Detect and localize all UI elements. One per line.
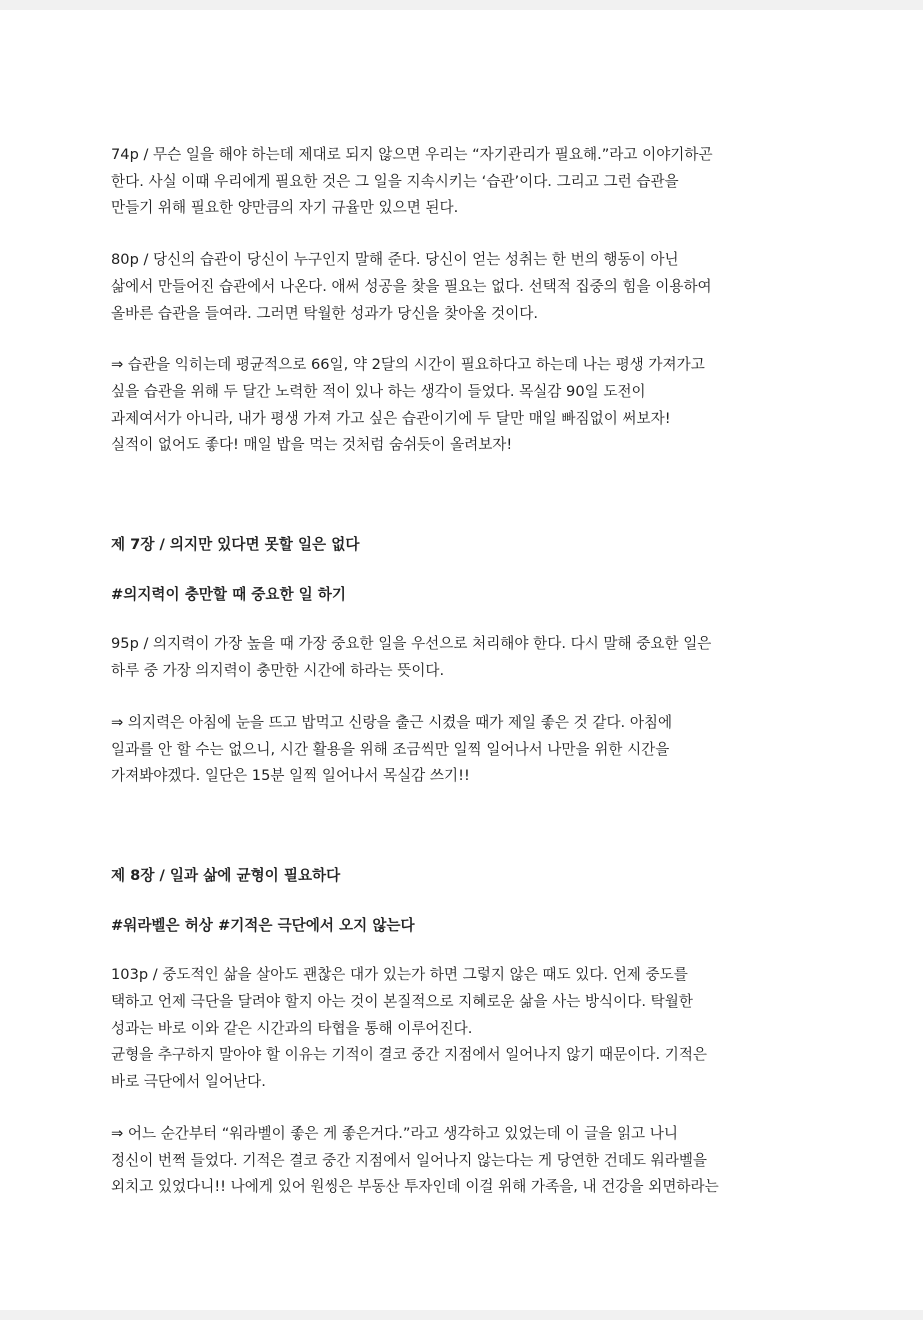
viewer-bottom-bar (0, 1310, 923, 1320)
text-line: 싶을 습관을 위해 두 달간 노력한 적이 있나 하는 생각이 들었다. 목실감 90일 도전이 (111, 382, 646, 400)
paragraph-95p (111, 631, 811, 684)
text-line: 만들기 위해 필요한 양만큼의 자기 규율만 있으면 된다. (111, 199, 459, 217)
text-line: 삶에서 만들어진 습관에서 나온다. 애써 성공을 찾을 필요는 없다. 선택적 집중의 힘을 이용하여 (111, 277, 712, 295)
chapter-7-subtitle: #의지력이 충만할 때 중요한 일 하기 (111, 585, 346, 603)
chapter-8-subtitle: #워라벨은 허상 #기적은 극단에서 오지 않는다 (111, 916, 415, 934)
section-spacer (111, 815, 811, 863)
text-line: 올바른 습관을 들여라. 그러면 탁월한 성과가 당신을 찾아올 것이다. (111, 304, 539, 322)
page-content (111, 142, 811, 1226)
text-line: 103p / 중도적인 삶을 살아도 괜찮은 대가 있는가 하면 그렇지 않은 때도 있다. 언제 중도를 (111, 966, 688, 984)
chapter-7-title: 제 7장 / 의지만 있다면 못할 일은 없다 (111, 536, 360, 554)
paragraph-reflection-habit (111, 352, 811, 459)
text-line: 성과는 바로 이와 같은 시간과의 타협을 통해 이루어진다. (111, 1019, 473, 1037)
text-line: ⇒ 습관을 익히는데 평균적으로 66일, 약 2달의 시간이 필요하다고 하는데 나는 평생 가져가고 (111, 356, 705, 374)
paragraph-reflection-balance (111, 1121, 811, 1201)
section-spacer (111, 484, 811, 532)
text-line: 택하고 언제 극단을 달려야 할지 아는 것이 본질적으로 지혜로운 삶을 사는 방식이다. 탁월한 (111, 993, 693, 1011)
text-line: 한다. 사실 이때 우리에게 필요한 것은 그 일을 지속시키는 ‘습관’이다. 그리고 그런 습관을 (111, 172, 679, 190)
text-line: ⇒ 의지력은 아침에 눈을 뜨고 밥먹고 신랑을 출근 시켰을 때가 제일 좋은 것 같다. 아침에 (111, 713, 673, 731)
text-line: 하루 중 가장 의지력이 충만한 시간에 하라는 뜻이다. (111, 662, 445, 680)
text-line: 가져봐야겠다. 일단은 15분 일찍 일어나서 목실감 쓰기!! (111, 767, 470, 785)
text-line: 실적이 없어도 좋다! 매일 밥을 먹는 것처럼 숨쉬듯이 올려보자! (111, 436, 513, 454)
text-line: 정신이 번쩍 들었다. 기적은 결코 중간 지점에서 일어나지 않는다는 게 당연한 건데도 워라벨을 (111, 1151, 708, 1169)
paragraph-74p (111, 142, 811, 222)
text-line: ⇒ 어느 순간부터 “워라벨이 좋은 게 좋은거다.”라고 생각하고 있었는데 이 글을 읽고 나니 (111, 1124, 678, 1142)
viewer-top-bar (0, 0, 923, 10)
text-line: 80p / 당신의 습관이 당신이 누구인지 말해 준다. 당신이 얻는 성취는 한 번의 행동이 아닌 (111, 251, 679, 269)
text-line: 과제여서가 아니라, 내가 평생 가져 가고 싶은 습관이기에 두 달만 매일 빠짐없이 써보자! (111, 409, 671, 427)
text-line: 균형을 추구하지 말아야 할 이유는 기적이 결코 중간 지점에서 일어나지 않기 때문이다. 기적은 (111, 1046, 708, 1064)
chapter-8-title: 제 8장 / 일과 삶에 균형이 필요하다 (111, 866, 341, 884)
text-line: 일과를 안 할 수는 없으니, 시간 활용을 위해 조금씩만 일찍 일어나서 나만을 위한 시간을 (111, 740, 670, 758)
paragraph-103p (111, 962, 811, 1096)
text-line: 95p / 의지력이 가장 높을 때 가장 중요한 일을 우선으로 처리해야 한다. 다시 말해 중요한 일은 (111, 635, 712, 653)
text-line: 74p / 무슨 일을 해야 하는데 제대로 되지 않으면 우리는 “자기관리가 필요해.”라고 이야기하곤 (111, 146, 713, 163)
paragraph-80p (111, 247, 811, 327)
paragraph-reflection-willpower (111, 710, 811, 790)
document-page (0, 10, 923, 1311)
text-line: 바로 극단에서 일어난다. (111, 1073, 266, 1091)
text-line: 외치고 있었다니!! 나에게 있어 원씽은 부동산 투자인데 이걸 위해 가족을, 내 건강을 외면하라는 (111, 1178, 719, 1196)
